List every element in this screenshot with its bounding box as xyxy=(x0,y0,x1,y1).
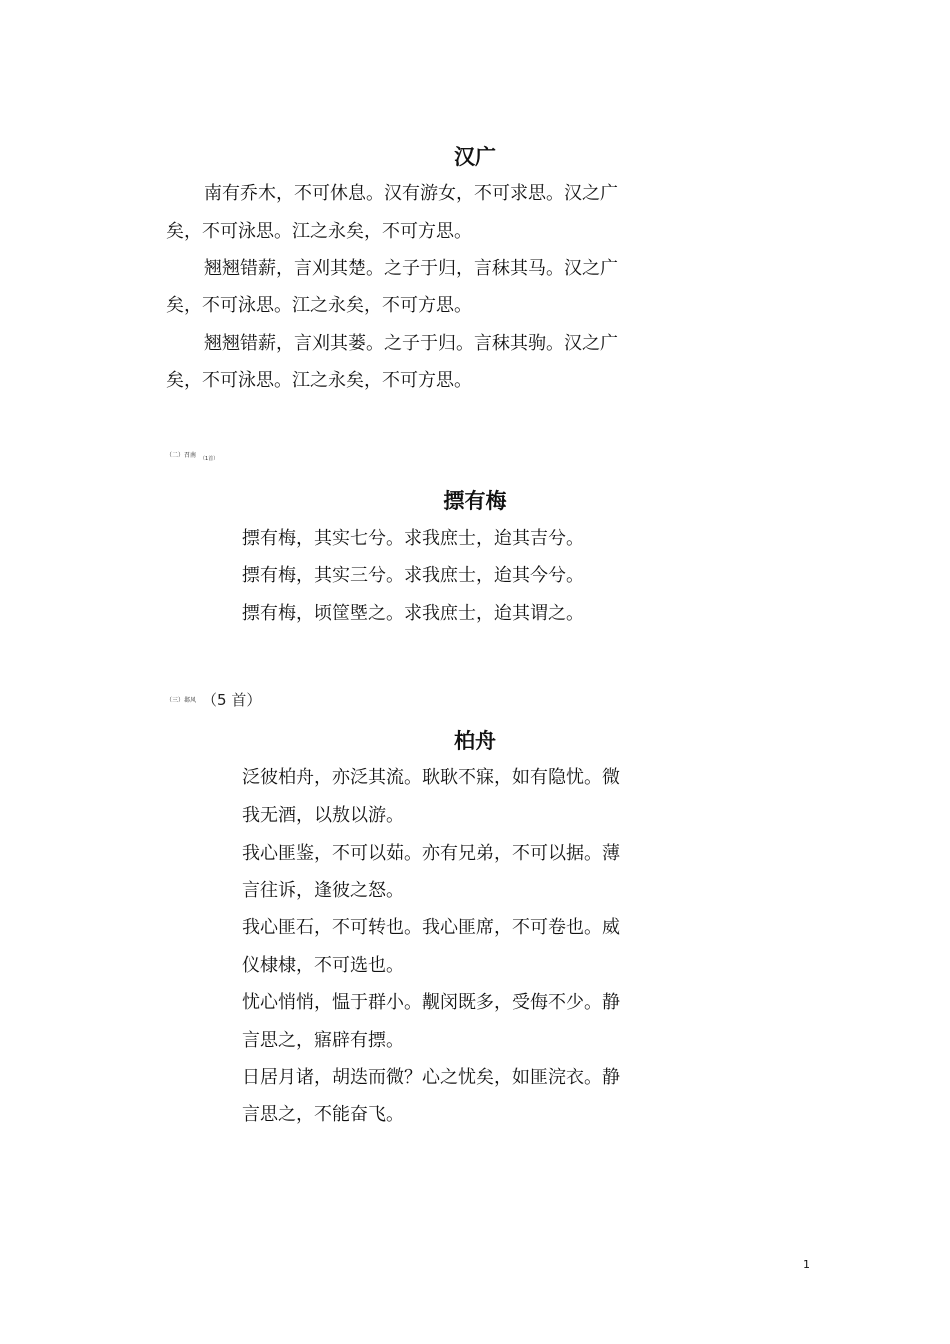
poem-title-hanguang: 汉广 xyxy=(454,145,496,169)
section-name: （三）邶风 xyxy=(166,697,197,704)
poem-line: 矣，不可泳思。江之永矣，不可方思。 xyxy=(166,295,472,316)
poem-title-baizhou: 柏舟 xyxy=(454,729,496,753)
poem-line: 翘翘错薪，言刈其楚。之子于归，言秣其马。汉之广 xyxy=(204,258,618,279)
section-count: （5 首） xyxy=(202,691,262,709)
poem-line: 言思之，不能奋飞。 xyxy=(242,1104,404,1125)
section-label-beifeng xyxy=(166,686,261,707)
poem-line: 忧心悄悄，愠于群小。觏闵既多，受侮不少。静 xyxy=(242,992,620,1013)
poem-line: 泛彼柏舟，亦泛其流。耿耿不寐，如有隐忧。微 xyxy=(242,767,620,788)
page-number: 1 xyxy=(803,1258,810,1271)
poem-line: 摽有梅，顷筐塈之。求我庶士，迨其谓之。 xyxy=(242,603,584,624)
poem-line: 日居月诸，胡迭而微？心之忧矣，如匪浣衣。静 xyxy=(242,1067,620,1088)
section-count: （1首） xyxy=(200,456,219,462)
poem-line: 言往诉，逢彼之怒。 xyxy=(242,880,404,901)
poem-line: 矣，不可泳思。江之永矣，不可方思。 xyxy=(166,370,472,391)
poem-line: 仪棣棣，不可选也。 xyxy=(242,955,404,976)
poem-line: 摽有梅，其实三兮。求我庶士，迨其今兮。 xyxy=(242,565,584,586)
section-name: （二）召南 xyxy=(166,452,197,459)
poem-line: 言思之，寤辟有摽。 xyxy=(242,1030,404,1051)
poem-line: 我无酒，以敖以游。 xyxy=(242,805,404,826)
poem-line: 摽有梅，其实七兮。求我庶士，迨其吉兮。 xyxy=(242,528,584,549)
poem-line: 我心匪鉴，不可以茹。亦有兄弟，不可以据。薄 xyxy=(242,843,620,864)
section-label-zhaonan xyxy=(166,450,219,462)
poem-line: 翘翘错薪，言刈其蒌。之子于归。言秣其驹。汉之广 xyxy=(204,333,618,354)
poem-title-biaoyoumei: 摽有梅 xyxy=(443,489,507,513)
poem-line: 我心匪石，不可转也。我心匪席，不可卷也。威 xyxy=(242,917,620,938)
poem-line: 南有乔木，不可休息。汉有游女，不可求思。汉之广 xyxy=(204,183,618,204)
poem-line: 矣，不可泳思。江之永矣，不可方思。 xyxy=(166,221,472,242)
